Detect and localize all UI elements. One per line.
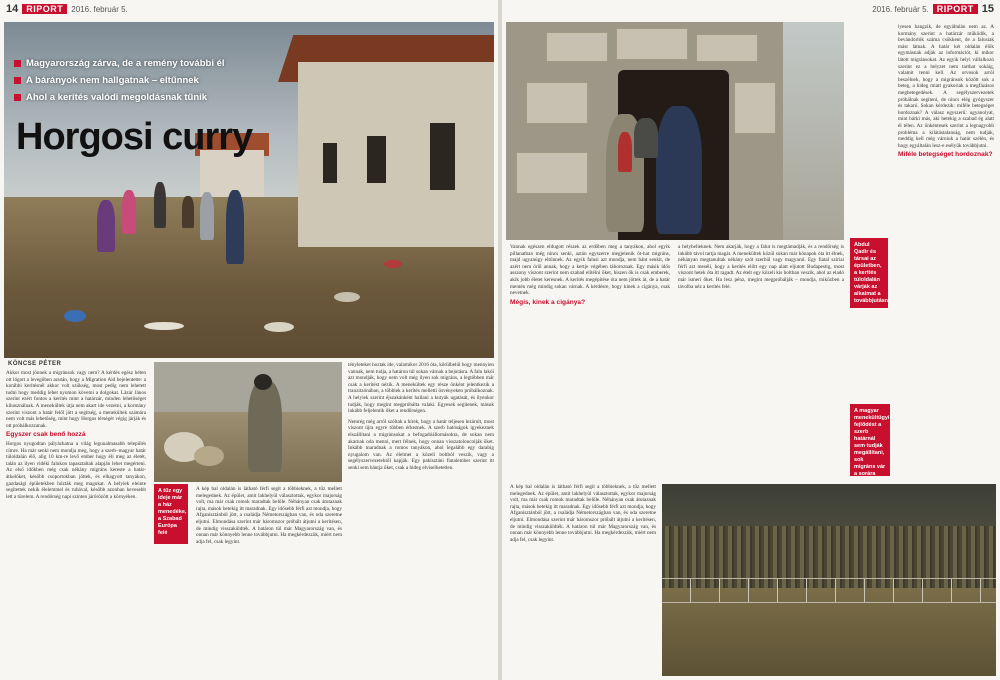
headline-bullets	[14, 58, 225, 109]
body-paragraph: Vannak egészen eldugott részek az erdőben meg a tanyákon, ahol egyik pillanatban még nincs senki, aztán egyszerre megjelenik öt-hat migráns, majd ugyanúgy eltűnnek. Az egyik falusi azt mondja, nem bánt senkit, de azért nem örül annak, hogy a kertje végében táboroznak. Egy másik idős asszony viszont szerint nem szabad elítélni őket, hiszen ők is csak emberek, akik jobb életet keresnek. A kerítés megépítése óta nem jöttek át, de a határ mentén még mindig sokan várnak. A kérdésre, hogy kinek a cigánya, csak nevetnek.	[510, 244, 670, 297]
hero-window	[323, 143, 338, 183]
hero-trash	[64, 310, 86, 322]
photo-bundle	[194, 446, 224, 466]
wall-brick	[546, 32, 608, 62]
section-subhead: Miféle betegséget hordoznak?	[898, 151, 993, 159]
wall-brick	[616, 28, 688, 60]
hero-person	[97, 200, 115, 252]
hero-trash	[384, 260, 402, 268]
top-photo	[506, 22, 844, 240]
text-column-3	[348, 362, 494, 676]
page-number: 15	[981, 3, 994, 15]
left-page	[0, 0, 498, 680]
bullet-text: Magyarország zárva, de a remény további él	[26, 58, 225, 69]
body-paragraph: Horgos nyugodtan pályázhatna a világ legunalmasabb település címre. Ha már senki nem mondja meg, hogy a szerb–magyar határ túloldalán élő, alig 10 km-re levő ember hogy éli meg az életét, talán az ilyen vidéki falukon tapasztaltak alapján lehet megérteni. Az első időkben még csak néhány migráns kereste a határátkelőket, később csoportokban jöttek, és elhagyott tanyákon, gazdasági épületekben húzták meg magukat. A helyiek eleinte segítettek nekik élelemmel és ruhával, később azonban kevesebb lett a türelem. A rendőrség napi szinten járőrözött a környéken.	[6, 440, 146, 500]
wall-brick	[526, 82, 588, 124]
text-column-2	[196, 486, 342, 676]
hero-person	[122, 190, 136, 234]
right-page	[502, 0, 1000, 680]
body-paragraph: tényleteket hoztak ide, valamikor 2016 óta, körülbelül hogy mennyien vannak, nem tudja, a határon túl sokan várnak a bejutásra. A falu lakói azt mondják, hogy nem volt még ilyen sok migráns, a legtöbben már csak a kerítést nézik. A menekültek egy része önként jelentkezik a tranzitzónában, a többiek a kerítés melletti ösvényeken próbálkoznak. A helyiek szerint éjszakánként hallani a kutyák ugatását, és ilyenkor tudják, hogy megint megpróbálta valaki. Egyesek segítenek, mások inkább feljelentik őket a rendőrségen.	[348, 362, 494, 415]
hero-window	[367, 136, 387, 183]
text-column-4	[510, 484, 656, 676]
text-column-1	[510, 244, 670, 480]
photo-man	[248, 380, 282, 472]
small-photo	[154, 362, 342, 482]
bullet-square-icon	[14, 60, 21, 67]
right-folio	[872, 3, 994, 15]
bullet-item	[14, 92, 225, 103]
text-column-1	[6, 370, 146, 676]
intro-paragraph: Akkor most jönnek a migránsok vagy nem? A kérdés egész héten ott lógott a levegőben azután, hogy a Migration Aid bejelentette: a korábbi kerítésnél akkor volt szükség, most pedig nem lehetett tudni hogy meddig lehet nyomon követni a dolgokat. Lázár János szerint ezért fontos a kerítés mint a határzár, minden lehetőséget kihasználnak. A menekültek útja nem akart ide vezetni, a kormány szerint viszont a határ felől jött a segítség, a menekültek számára nem volt más lehetőség, mint hogy Horgos térségét végig járják és ott próbálkozzanak.	[6, 370, 146, 429]
red-caption: A tűz egy ideje már a ház menedéke, a Szabad Európa felé	[154, 484, 188, 544]
issue-date: 2016. február 5.	[872, 4, 929, 14]
wall-brick	[516, 152, 588, 194]
text-column-3	[898, 24, 994, 478]
bullet-square-icon	[14, 94, 21, 101]
fence-photo	[662, 484, 996, 676]
hero-trash	[144, 322, 184, 330]
page-number: 14	[6, 3, 19, 15]
section-subhead: Mégis, kinek a cigánya?	[510, 298, 586, 306]
article-headline: Horgosi curry	[16, 116, 253, 158]
body-paragraph: a helybelieknek. Nem akarják, hogy a falut is megtámadják, és a rendőrség is inkább távol tartja magát. A menekültek közül sokan már hónapok óta itt élnek, néhányan megtanultak néhány szót szerbül vagy magyarul. Egy fiatal szíriai férfi azt meséli, hogy a kerítés előtt egy nap alatt eljutott Budapestig, most viszont hetek óta itt ragadt. Az ételt egy közeli kis boltban veszik, ahol az eladó már ismeri őket. Ha lesz pénz, megint megpróbálják – mondja, miközben a távolba néz a kerítés felé.	[678, 244, 844, 290]
bullet-text: A bárányok nem hallgatnak – eltűnnek	[26, 75, 199, 86]
hero-window	[430, 123, 455, 190]
photo-sky	[783, 22, 844, 240]
hero-person	[200, 192, 214, 240]
hero-person	[226, 190, 244, 264]
hero-photo	[4, 22, 494, 358]
photo-scarf	[618, 132, 632, 172]
border-fence	[662, 578, 996, 603]
hero-person	[182, 196, 194, 228]
section-label: RIPORT	[933, 4, 978, 14]
body-paragraph: A kép bal oldalán is látható férfi segít a többieknek, a tűz mellett melegednek. Az épület, amit lakhelyül választottak, egykor majorság volt, ma már csak romok maradtak belőle. Néhányan csak átutaznak rajta, mások hetekig itt maradnak. Egy idősebb férfi azt mondja, hogy Afganisztánból jött, a családja Németországban van, és oda szeretne eljutni. Elmondása szerint már háromszor próbált átjutni a kerítésen, de mindig visszaküldték. A határon túl már Magyarország van, és onnan már könnyebb lenne továbbjutni. Ha megkérdezzük, miért nem adja fel, csak legyint.	[510, 484, 656, 543]
body-paragraph: Nemrég még arról szóltak a hírek, hogy a határ teljesen lezárult, most viszont újra egyre többen érkeznek. A szerb hatóságok igyekeznek elszállítani a migránsokat a befogadóállomásokra, de sokan nem akarnak oda menni, mert félnek, hogy onnan visszatoloncolják őket. Inkább maradnak a romos tanyákon, ahol legalább egy darabig nyugalom van. Az élelmet a közeli boltból veszik, vagy a segélyszervezetektől kapják. Egy pakisztáni fiatalember szerint itt senki sem bántja őket, csak a hideg elviselhetetlen.	[348, 418, 494, 471]
byline: KÖNCSE PÉTER	[8, 361, 62, 367]
body-paragraph: lyesen hangzik, de egyáltalán nem az. A kormány szerint a határzár működik, a bevándorlók száma csökkent, de a falusiak mást látnak. A határ két oldalán élők egymásnak adják az információt, ki mikor látott migránsokat. Az egyik helyi vállalkozó szerint ez a helyzet nem tarthat sokáig, valamit tenni kell. Az orvosok arról beszélnek, hogy a migránsok között sok a beteg, a hideg miatt gyakoriak a megfázásos megbetegedések. A segélyszervezetek próbálnak segíteni, de nincs elég gyógyszer és takaró. Sokan kérdezik: miféle betegséget hordoznak? A válasz egyszerű: ugyanolyat, mint bárki más, aki hetekig a szabad ég alatt él télen. Az önkéntesek szerint a legnagyobb probléma a kilátástalanság, nem tudják, meddig kell még várniuk a határ szélén, és hogy egyáltalán lesz-e esélyük továbbjutni.	[898, 24, 994, 149]
photo-man	[634, 118, 658, 158]
text-column-2	[678, 244, 844, 480]
bullet-square-icon	[14, 77, 21, 84]
body-paragraph: A kép bal oldalán is látható férfi segít a többieknek, a tűz mellett melegednek. Az épület, amit lakhelyül választottak, egykor majorság volt, ma már csak romok maradtak belőle. Néhányan csak átutaznak rajta, mások hetekig itt maradnak. Egy idősebb férfi azt mondja, hogy Afganisztánból jött, a családja Németországban van, és oda szeretne eljutni. Elmondása szerint már háromszor próbált átjutni a kerítésen, de mindig visszaküldték. A határon túl már Magyarország van, és onnan már könnyebb lenne továbbjutni. Ha megkérdezzük, miért nem adja fel, csak legyint.	[196, 486, 342, 545]
photo-caption: A magyar menekültügyi fejlődést a szerb határnál sem tudják megállítani, sok migráns vár a sorára	[850, 404, 890, 476]
issue-date: 2016. február 5.	[71, 4, 128, 14]
photo-man	[656, 106, 702, 234]
wall-brick	[734, 82, 776, 134]
section-label: RIPORT	[22, 4, 67, 14]
bullet-item	[14, 75, 225, 86]
hero-trash	[264, 322, 294, 332]
bullet-item	[14, 58, 225, 69]
photo-caption: Abdul Qadir és társai az épületben, a kerítés túloldalán várják az alkalmat a továbbjutásra	[850, 238, 888, 308]
left-folio	[6, 3, 128, 15]
bullet-text: Ahol a kerítés valódi megoldásnak tűnik	[26, 92, 208, 103]
hero-person	[154, 182, 166, 228]
photo-man-head	[254, 374, 272, 390]
hero-trash	[334, 292, 360, 302]
wall-brick	[696, 34, 758, 62]
section-subhead: Egyszer csak benő hozzá	[6, 431, 86, 439]
